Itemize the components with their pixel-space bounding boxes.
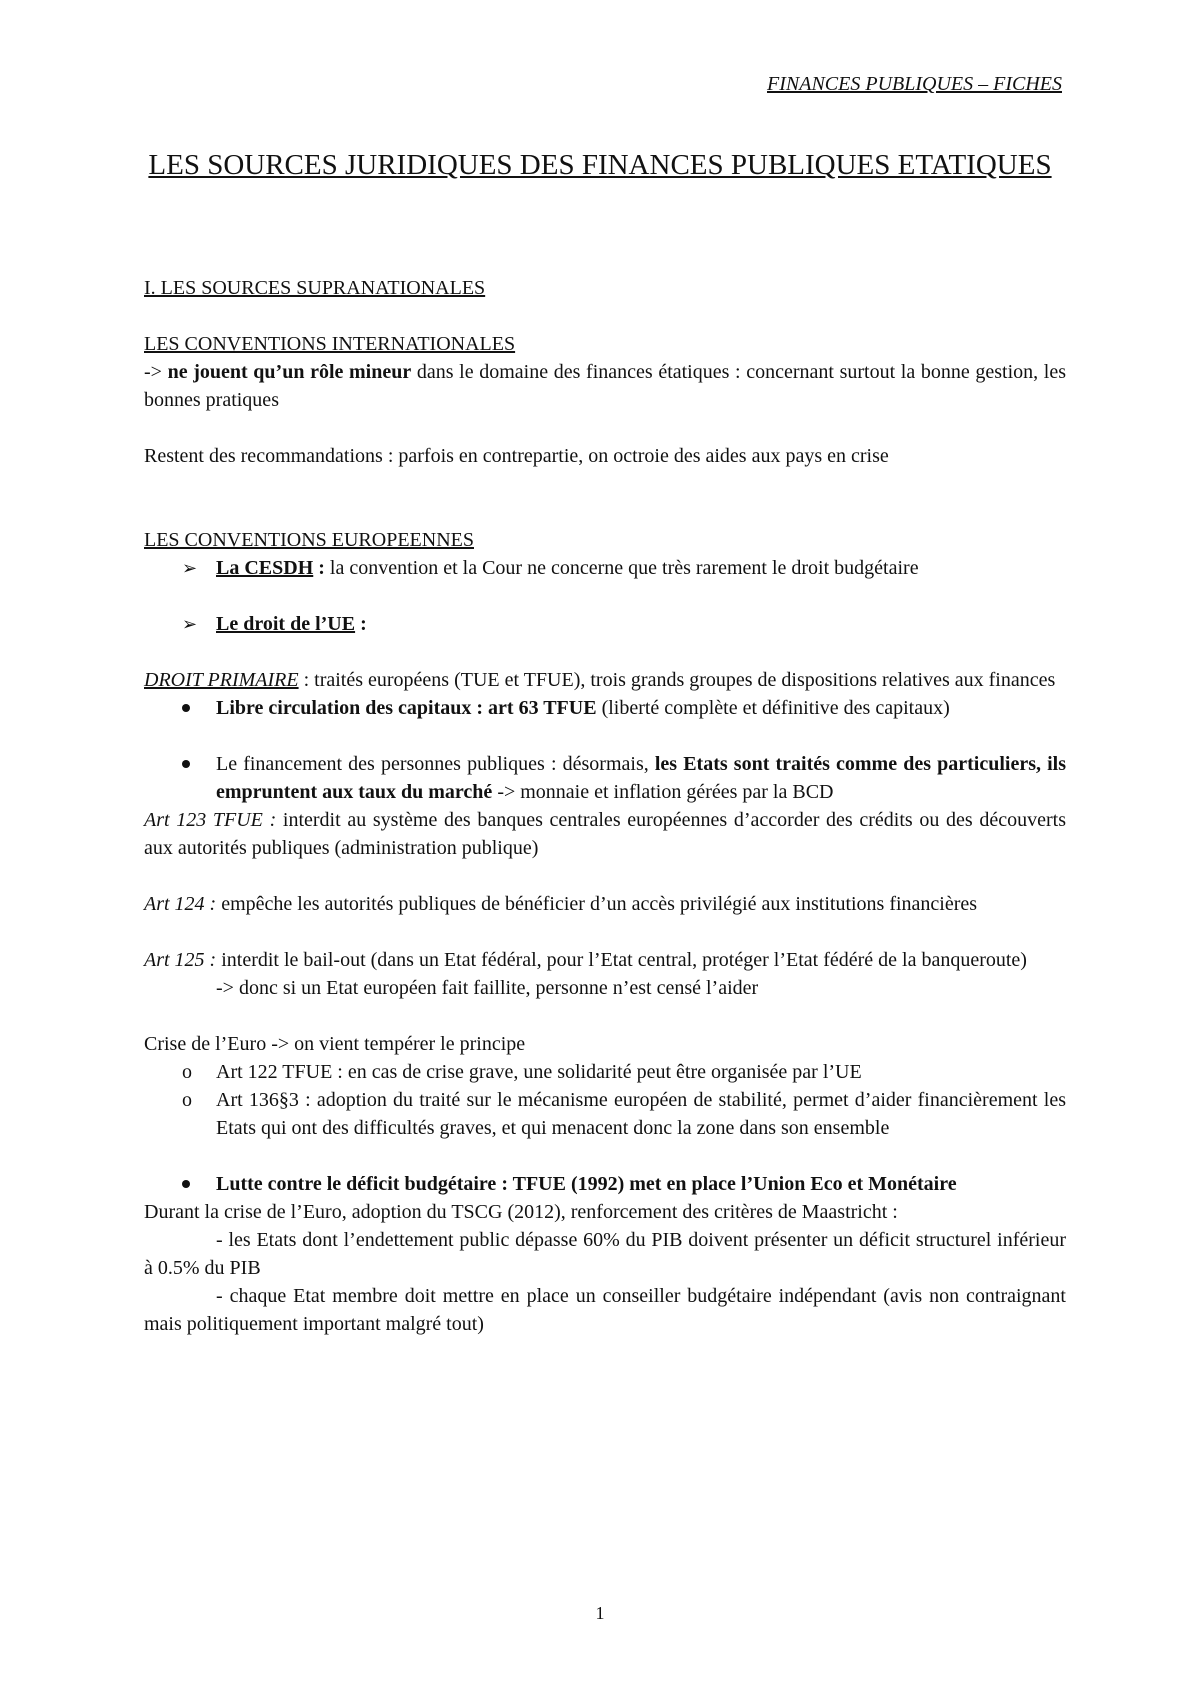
arrow-prefix: -> — [144, 361, 168, 383]
capitaux-text: (liberté complète et définitive des capitaux) — [596, 697, 950, 719]
document-body — [144, 274, 1066, 1338]
list-item-art-136 — [144, 1086, 1066, 1142]
paragraph-art-125 — [144, 946, 1066, 974]
cesdh-colon: : — [313, 557, 325, 579]
circle-bullet-icon: o — [182, 1089, 192, 1111]
droit-primaire-text: : traités européens (TUE et TFUE), trois grands groupes de dispositions relatives aux finances — [298, 669, 1056, 691]
financement-bold: les Etats sont traités comme des particuliers, ils empruntent aux taux du marché — [216, 753, 1067, 803]
page-number: 1 — [595, 1603, 605, 1623]
financement-text-rest: -> monnaie et inflation gérées par la BCD — [492, 781, 834, 803]
arrow-bullet-icon: ➢ — [182, 558, 198, 578]
list-item-art-122 — [144, 1058, 1066, 1086]
paragraph-recommandations: Restent des recommandations : parfois en contrepartie, on octroie des aides aux pays en crise — [144, 445, 889, 467]
paragraph-criteria-2 — [144, 1282, 1066, 1338]
paragraph-art-124 — [144, 890, 1066, 918]
art-125-text: interdit le bail-out (dans un Etat fédéral, pour l’Etat central, protéger l’Etat fédéré de la banqueroute) — [216, 949, 1027, 971]
droit-primaire-label: DROIT PRIMAIRE — [144, 669, 299, 691]
section-heading — [144, 274, 1066, 302]
list-item-droit-ue — [144, 610, 1066, 638]
art-123-text: interdit au système des banques centrales européennes d’accorder des crédits ou des découverts aux autorités publiques (administration publique) — [144, 809, 1066, 859]
paragraph-art-125-note: -> donc si un Etat européen fait faillite, personne n’est censé l’aider — [216, 977, 759, 999]
emphasis-text: ne jouent qu’un rôle mineur — [167, 361, 412, 383]
art-124-label: Art 124 : — [144, 893, 217, 915]
art-125-label: Art 125 : — [144, 949, 217, 971]
paragraph-art-123 — [144, 806, 1066, 862]
financement-text-start: Le financement des personnes publiques : désormais, — [216, 753, 655, 775]
subsection-heading-europe: LES CONVENTIONS EUROPEENNES — [144, 529, 474, 551]
list-item-capitaux — [144, 694, 1066, 722]
paragraph-crise-euro: Crise de l’Euro -> on vient tempérer le principe — [144, 1033, 526, 1055]
art-123-label: Art 123 TFUE : — [144, 809, 277, 831]
page-title: LES SOURCES JURIDIQUES DES FINANCES PUBLIQUES ETATIQUES — [148, 149, 1052, 181]
bullet-dot-icon — [182, 760, 190, 768]
arrow-bullet-icon: ➢ — [182, 614, 198, 634]
criteria-1-text: - les Etats dont l’endettement public dépasse 60% du PIB doivent présenter un déficit structurel inférieur à 0.5% du PIB — [144, 1229, 1066, 1279]
paragraph-text: dans le domaine des finances étatiques : concernant surtout la bonne gestion, les bonnes pratiques — [144, 361, 1066, 411]
paragraph-international-role — [144, 358, 1066, 414]
cesdh-text: la convention et la Cour ne concerne que très rarement le droit budgétaire — [324, 557, 919, 579]
list-item-financement — [144, 750, 1066, 806]
paragraph-droit-primaire — [144, 666, 1066, 694]
art-136-text: Art 136§3 : adoption du traité sur le mécanisme européen de stabilité, permet d’aider financièrement les Etats qui ont des difficultés graves, et qui menacent donc la zone dans son ensemble — [216, 1089, 1066, 1139]
art-124-text: empêche les autorités publiques de bénéficier d’un accès privilégié aux institutions financières — [216, 893, 978, 915]
paragraph-criteria-1 — [144, 1226, 1066, 1282]
paragraph-durant-crise: Durant la crise de l’Euro, adoption du TSCG (2012), renforcement des critères de Maastricht : — [144, 1201, 898, 1223]
circle-bullet-icon: o — [182, 1061, 192, 1083]
criteria-2-text: - chaque Etat membre doit mettre en place un conseiller budgétaire indépendant (avis non contraignant mais politiquement important malgré tout) — [144, 1285, 1066, 1335]
deficit-bold: Lutte contre le déficit budgétaire : TFUE (1992) met en place l’Union Eco et Monétaire — [216, 1173, 957, 1195]
droit-ue-label: Le droit de l’UE — [216, 613, 356, 635]
list-item-cesdh — [144, 554, 1066, 582]
bullet-dot-icon — [182, 704, 190, 712]
running-header: FINANCES PUBLIQUES – FICHES — [767, 73, 1062, 95]
list-item-deficit — [144, 1170, 1066, 1198]
droit-ue-colon: : — [355, 613, 367, 635]
art-122-text: Art 122 TFUE : en cas de crise grave, une solidarité peut être organisée par l’UE — [216, 1061, 862, 1083]
subsection-heading-international: LES CONVENTIONS INTERNATIONALES — [144, 333, 516, 355]
section-heading-text: I. LES SOURCES SUPRANATIONALES — [144, 277, 486, 299]
capitaux-bold: Libre circulation des capitaux : art 63 TFUE — [216, 697, 597, 719]
bullet-dot-icon — [182, 1180, 190, 1188]
cesdh-label: La CESDH — [216, 557, 314, 579]
